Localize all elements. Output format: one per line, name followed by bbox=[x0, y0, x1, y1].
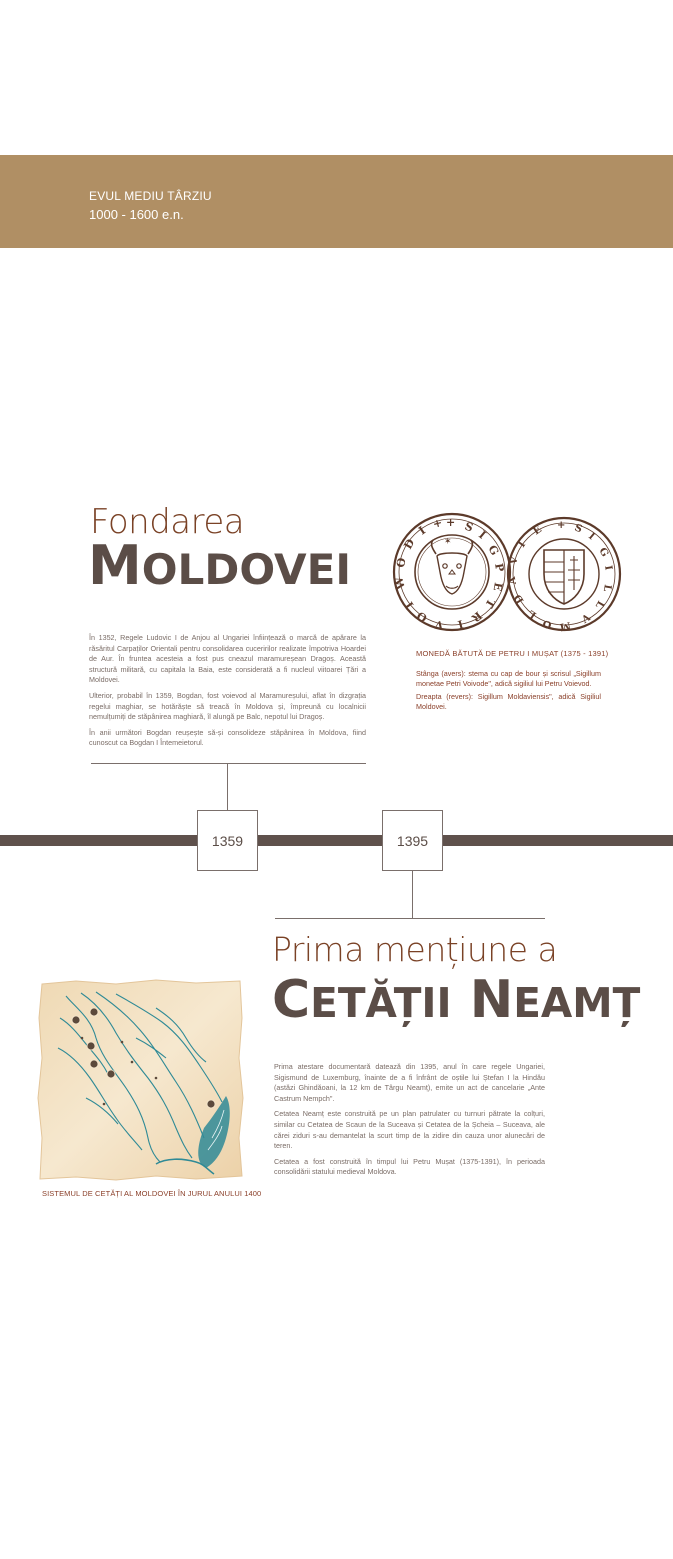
svg-text:O: O bbox=[394, 556, 409, 569]
connector-line-bottom bbox=[275, 918, 545, 919]
coin-illustration bbox=[392, 510, 625, 636]
svg-text:I: I bbox=[456, 617, 465, 631]
title-c-rest: ETĂȚII bbox=[310, 979, 452, 1027]
svg-text:I: I bbox=[402, 599, 417, 611]
connector-stem-1359 bbox=[227, 763, 228, 810]
section1-paragraph-3: În anii următori Bogdan reușește să-și consolideze stăpânirea în Moldova, fiind cunoscut ca Bogdan I Întemeietorul. bbox=[89, 727, 366, 748]
timeline-year-1395[interactable]: 1395 bbox=[382, 810, 443, 871]
connector-line-top bbox=[91, 763, 366, 764]
section2-body bbox=[274, 1062, 545, 1183]
section1-paragraph-2: Ulterior, probabil în 1359, Bogdan, fost voievod al Maramureșului, aflat în dizgrația regelui maghiar, se hotărăște să treacă în Moldova și, împreună cu localnicii nemulțumiți de stăpânirea maghiară, îl alungă pe Balc, nepotul lui Dragoș. bbox=[89, 690, 366, 722]
svg-text:E: E bbox=[490, 581, 505, 592]
title-initial: M bbox=[88, 534, 142, 597]
era-dates: 1000 - 1600 e.n. bbox=[89, 207, 184, 222]
svg-text:S: S bbox=[462, 519, 475, 535]
svg-text:V: V bbox=[433, 617, 445, 632]
moldova-fortress-map bbox=[36, 978, 245, 1182]
title-n: N bbox=[469, 970, 514, 1030]
svg-text:G: G bbox=[485, 543, 502, 558]
section1-body bbox=[89, 633, 366, 754]
svg-text:+: + bbox=[431, 515, 444, 531]
coin-caption-obverse: Stânga (avers): stema cu cap de bour și scrisul „Sigillum monetae Petri Voivode", adică sigiliul lui Petru Voievod. bbox=[416, 669, 601, 688]
svg-text:A: A bbox=[506, 575, 519, 586]
section2-paragraph-3: Cetatea a fost construită în timpul lui Petru Mușat (1375-1391), în perioada consolidării statului medieval Moldova. bbox=[274, 1156, 545, 1177]
svg-text:I: I bbox=[602, 564, 614, 572]
svg-text:D: D bbox=[512, 592, 527, 606]
svg-text:L: L bbox=[600, 583, 613, 593]
svg-text:G: G bbox=[596, 546, 611, 559]
section1-title-light: Fondarea bbox=[90, 502, 245, 542]
section2-paragraph-2: Cetatea Neamț este construită pe un plan patrulater cu turnuri pătrate la colțuri, similar cu Cetatea de Scaun de la Suceava și Cetatea de la Șcheia – Suceava, ale cărei ziduri s-au demantelat la scurt timp de la zidire din cauza unor alunecări de teren. bbox=[274, 1109, 545, 1151]
svg-text:P: P bbox=[492, 562, 507, 573]
era-label: EVUL MEDIU TÂRZIU bbox=[89, 189, 212, 203]
svg-text:L: L bbox=[592, 598, 606, 611]
svg-text:E: E bbox=[531, 524, 544, 538]
svg-text:D: D bbox=[401, 536, 418, 552]
section2-paragraph-1: Prima atestare documentară datează din 1395, anul în care regele Ungariei, Sigismund de Luxemburg, înainte de a fi înfrânt de oștile lui Ștefan I la Hindău (astăzi Ghindăoani, la 12 km de Târgu Neamț), emite un act de cancelarie „Ante Castrum Nempch". bbox=[274, 1062, 545, 1103]
svg-text:S: S bbox=[572, 522, 584, 536]
svg-text:✶: ✶ bbox=[444, 536, 452, 546]
svg-text:+: + bbox=[446, 516, 456, 529]
map-caption: SISTEMUL DE CETĂȚI AL MOLDOVEI ÎN JURUL ANULUI 1400 bbox=[42, 1189, 262, 1198]
svg-text:V: V bbox=[578, 610, 592, 625]
coin-caption-reverse: Dreapta (revers): Sigillum Moldaviensis", adică Sigiliul Moldovei. bbox=[416, 692, 601, 711]
timeline-bar bbox=[0, 835, 673, 846]
coin-caption bbox=[416, 669, 601, 715]
svg-text:I: I bbox=[416, 523, 428, 538]
svg-text:O: O bbox=[414, 608, 430, 625]
svg-text:V: V bbox=[508, 555, 521, 566]
section2-title-light: Prima mențiune a bbox=[272, 930, 558, 969]
svg-text:M: M bbox=[558, 619, 572, 633]
title-n-rest: EAMȚ bbox=[513, 979, 641, 1027]
coin-caption-title: MONEDĂ BĂTUTĂ DE PETRU I MUȘAT (1375 - 1391) bbox=[416, 649, 609, 658]
section2-title-bold bbox=[272, 970, 640, 1033]
svg-text:W: W bbox=[392, 575, 408, 591]
connector-stem-1395 bbox=[412, 871, 413, 918]
svg-text:L: L bbox=[526, 607, 539, 621]
svg-text:T: T bbox=[482, 596, 498, 611]
svg-text:+: + bbox=[557, 520, 566, 531]
svg-text:O: O bbox=[541, 617, 553, 630]
svg-text:I: I bbox=[476, 528, 489, 542]
section1-title-bold bbox=[88, 536, 351, 600]
svg-text:I: I bbox=[516, 539, 529, 550]
title-c: C bbox=[272, 970, 311, 1030]
svg-text:R: R bbox=[469, 608, 485, 625]
title-rest: OLDOVEI bbox=[141, 545, 352, 594]
timeline-year-1359[interactable]: 1359 bbox=[197, 810, 258, 871]
svg-text:I: I bbox=[586, 530, 597, 543]
section1-paragraph-1: În 1352, Regele Ludovic I de Anjou al Ungariei înființează o marcă de apărare la răsăritul Carpaților Orientali pentru consolidarea cuceririlor realizate împotriva Hoardei de Aur. În fruntea acesteia a fost pus cneazul maramureșean Dragoș. Această structură militară, cu capitala la Baia, este considerată a fi nucleul viitoarei Țări a Moldovei. bbox=[89, 633, 366, 685]
